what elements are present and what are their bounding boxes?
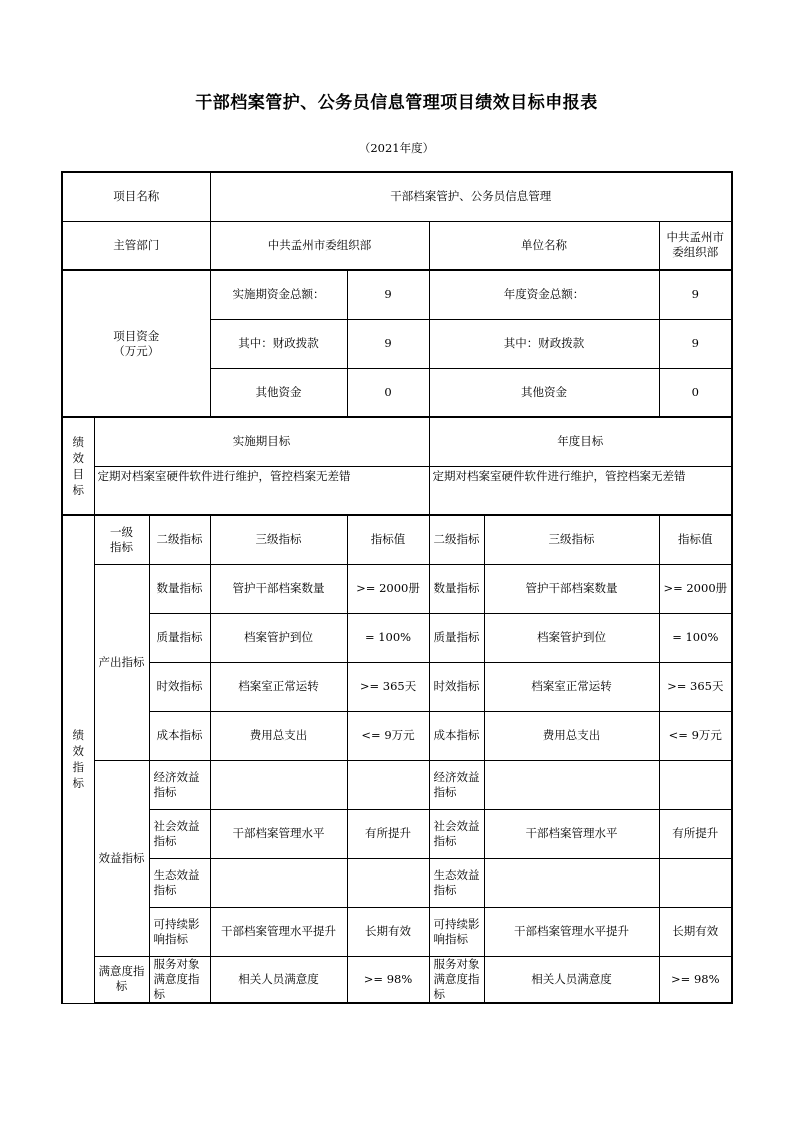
- funds-label: 项目资金 （万元）: [62, 270, 210, 417]
- indicator-value: <= 9万元: [347, 711, 429, 760]
- indicator-value: >= 365天: [347, 662, 429, 711]
- indicator-l2: 数量指标: [149, 564, 210, 613]
- total-funds-label: 实施期资金总额：: [210, 270, 347, 319]
- unit-label: 单位名称: [429, 221, 659, 270]
- indicator-l2-annual: 质量指标: [429, 613, 484, 662]
- indicator-value: [347, 760, 429, 809]
- indicator-value-annual: [659, 760, 732, 809]
- annual-goal-header: 年度目标: [429, 417, 732, 466]
- header-level3-annual: 三级指标: [484, 515, 659, 564]
- indicator-l2: 质量指标: [149, 613, 210, 662]
- indicator-l2: 服务对象 满意度指 标: [149, 956, 210, 1003]
- indicator-l2-annual: 成本指标: [429, 711, 484, 760]
- period-goal-header: 实施期目标: [94, 417, 429, 466]
- indicator-l3: 相关人员满意度: [210, 956, 347, 1003]
- indicator-l3-annual: 干部档案管理水平: [484, 809, 659, 858]
- indicator-value-annual: 长期有效: [659, 907, 732, 956]
- indicator-value-annual: >= 2000册: [659, 564, 732, 613]
- indicator-l3-annual: 干部档案管理水平提升: [484, 907, 659, 956]
- annual-goal-text: 定期对档案室硬件软件进行维护，管控档案无差错: [429, 466, 732, 515]
- indicator-l2-annual: 数量指标: [429, 564, 484, 613]
- indicator-l2-annual: 可持续影 响指标: [429, 907, 484, 956]
- dept-label: 主管部门: [62, 221, 210, 270]
- indicator-value: 长期有效: [347, 907, 429, 956]
- indicator-l3-annual: 相关人员满意度: [484, 956, 659, 1003]
- annual-fiscal-funds-value: 9: [659, 319, 732, 368]
- indicator-value-annual: 有所提升: [659, 809, 732, 858]
- form-year: （2021年度）: [358, 141, 435, 155]
- indicator-value-annual: [659, 858, 732, 907]
- indicator-l2: 成本指标: [149, 711, 210, 760]
- indicator-value: 有所提升: [347, 809, 429, 858]
- indicator-value: >= 2000册: [347, 564, 429, 613]
- total-funds-value: 9: [347, 270, 429, 319]
- indicator-l2: 时效指标: [149, 662, 210, 711]
- indicator-l3-annual: [484, 760, 659, 809]
- other-funds-value: 0: [347, 368, 429, 417]
- indicator-l3: 管护干部档案数量: [210, 564, 347, 613]
- indicators-label-text: 绩效指标: [72, 728, 84, 791]
- indicator-l3-annual: 档案管护到位: [484, 613, 659, 662]
- indicators-label: [62, 515, 94, 1003]
- header-level3: 三级指标: [210, 515, 347, 564]
- fiscal-funds-label: 其中：财政拨款: [210, 319, 347, 368]
- performance-goal-table: [61, 171, 733, 1004]
- project-name-value: 干部档案管护、公务员信息管理: [210, 172, 732, 221]
- indicator-l3-annual: [484, 858, 659, 907]
- indicator-l3: 费用总支出: [210, 711, 347, 760]
- indicator-l3: 档案管护到位: [210, 613, 347, 662]
- indicator-l3: 档案室正常运转: [210, 662, 347, 711]
- indicator-value-annual: >= 98%: [659, 956, 732, 1003]
- project-name-label: 项目名称: [62, 172, 210, 221]
- indicator-l3: [210, 760, 347, 809]
- indicator-value: = 100%: [347, 613, 429, 662]
- indicator-value: [347, 858, 429, 907]
- annual-total-funds-value: 9: [659, 270, 732, 319]
- indicator-l2: 社会效益 指标: [149, 809, 210, 858]
- group-benefit: 效益指标: [94, 760, 149, 956]
- goals-label: [62, 417, 94, 515]
- indicator-l3: 干部档案管理水平提升: [210, 907, 347, 956]
- header-level1: 一级 指标: [94, 515, 149, 564]
- indicator-l3: [210, 858, 347, 907]
- indicator-l3-annual: 管护干部档案数量: [484, 564, 659, 613]
- indicator-l2: 生态效益 指标: [149, 858, 210, 907]
- header-value-annual: 指标值: [659, 515, 732, 564]
- annual-total-funds-label: 年度资金总额：: [429, 270, 659, 319]
- indicator-value-annual: >= 365天: [659, 662, 732, 711]
- indicator-l2: 可持续影 响指标: [149, 907, 210, 956]
- period-goal-text: 定期对档案室硬件软件进行维护，管控档案无差错: [94, 466, 429, 515]
- form-title: 干部档案管护、公务员信息管理项目绩效目标申报表: [195, 93, 598, 113]
- unit-value: 中共孟州市委组织部: [659, 221, 732, 270]
- dept-value: 中共孟州市委组织部: [210, 221, 429, 270]
- indicator-l2-annual: 时效指标: [429, 662, 484, 711]
- indicator-l2: 经济效益 指标: [149, 760, 210, 809]
- indicator-l3-annual: 档案室正常运转: [484, 662, 659, 711]
- group-output: 产出指标: [94, 564, 149, 760]
- indicator-l3: 干部档案管理水平: [210, 809, 347, 858]
- other-funds-label: 其他资金: [210, 368, 347, 417]
- indicator-l2-annual: 经济效益 指标: [429, 760, 484, 809]
- indicator-l3-annual: 费用总支出: [484, 711, 659, 760]
- fiscal-funds-value: 9: [347, 319, 429, 368]
- indicator-l2-annual: 服务对象 满意度指 标: [429, 956, 484, 1003]
- header-value: 指标值: [347, 515, 429, 564]
- goals-label-text: 绩效目标: [72, 435, 84, 497]
- indicator-l2-annual: 生态效益 指标: [429, 858, 484, 907]
- indicator-value: >= 98%: [347, 956, 429, 1003]
- annual-other-funds-label: 其他资金: [429, 368, 659, 417]
- indicator-l2-annual: 社会效益 指标: [429, 809, 484, 858]
- annual-other-funds-value: 0: [659, 368, 732, 417]
- annual-fiscal-funds-label: 其中：财政拨款: [429, 319, 659, 368]
- group-satisfaction: 满意度指 标: [94, 956, 149, 1003]
- indicator-value-annual: = 100%: [659, 613, 732, 662]
- indicator-value-annual: <= 9万元: [659, 711, 732, 760]
- header-level2: 二级指标: [149, 515, 210, 564]
- header-level2-annual: 二级指标: [429, 515, 484, 564]
